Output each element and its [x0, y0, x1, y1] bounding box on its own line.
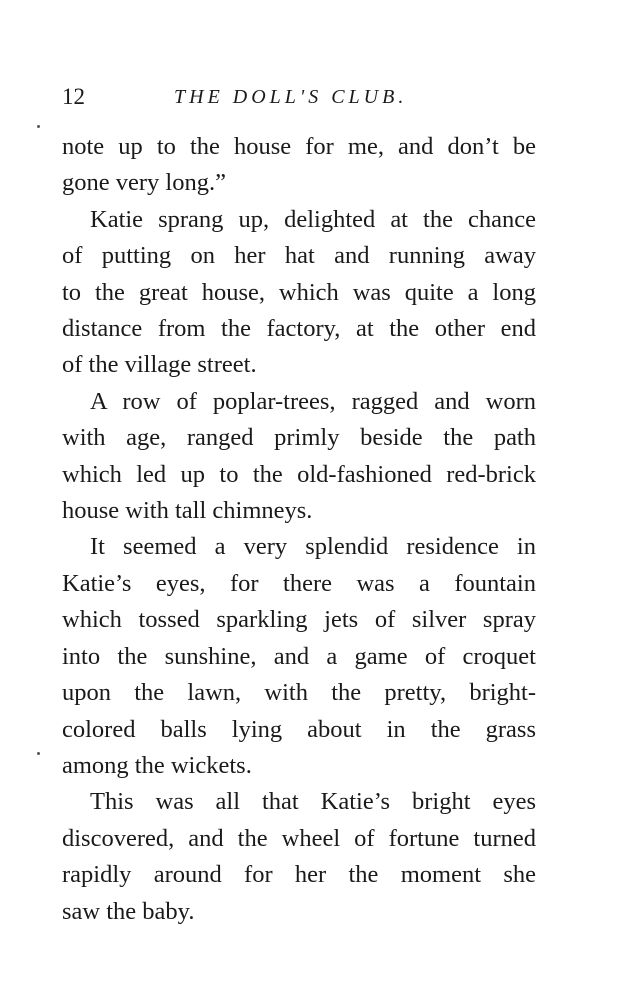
text-line: which led up to the old-fashioned red-brick	[62, 460, 536, 488]
text-line: into the sunshine, and a game of croquet	[62, 642, 536, 670]
text-line: of the village street.	[62, 351, 257, 379]
text-line: rapidly around for her the moment she	[62, 861, 536, 889]
text-line: This was all that Katie’s bright eyes	[90, 788, 536, 816]
text-line: note up to the house for me, and don’t be	[62, 133, 536, 160]
paragraph-1	[62, 129, 536, 202]
text-line: among the wickets.	[62, 751, 252, 779]
ink-speck	[37, 752, 40, 755]
running-head	[62, 82, 542, 112]
page-number: 12	[62, 84, 85, 109]
text-line: with age, ranged primly beside the path	[62, 424, 536, 452]
text-line: It seemed a very splendid residence in	[90, 533, 536, 561]
text-line: saw the baby.	[62, 897, 195, 925]
text-line: distance from the factory, at the other end	[62, 315, 536, 343]
text-line: discovered, and the wheel of fortune turned	[62, 824, 536, 852]
running-title: THE DOLL'S CLUB.	[174, 86, 408, 108]
text-line: Katie’s eyes, for there was a fountain	[62, 569, 536, 597]
text-line: A row of poplar-trees, ragged and worn	[90, 387, 536, 415]
text-line: house with tall chimneys.	[62, 497, 313, 525]
paragraph-2	[62, 202, 536, 384]
text-line: gone very long.”	[62, 169, 226, 197]
paragraph-3	[62, 384, 536, 530]
text-line: of putting on her hat and running away	[62, 242, 536, 270]
paragraph-4	[62, 529, 536, 784]
body-text	[62, 129, 536, 930]
text-line: to the great house, which was quite a long	[62, 278, 536, 306]
ink-speck	[37, 125, 40, 128]
text-line: colored balls lying about in the grass	[62, 715, 536, 743]
text-line: Katie sprang up, delighted at the chance	[90, 205, 536, 233]
paragraph-5	[62, 784, 536, 930]
text-line: upon the lawn, with the pretty, bright-	[62, 679, 536, 707]
text-line: which tossed sparkling jets of silver spray	[62, 606, 536, 634]
